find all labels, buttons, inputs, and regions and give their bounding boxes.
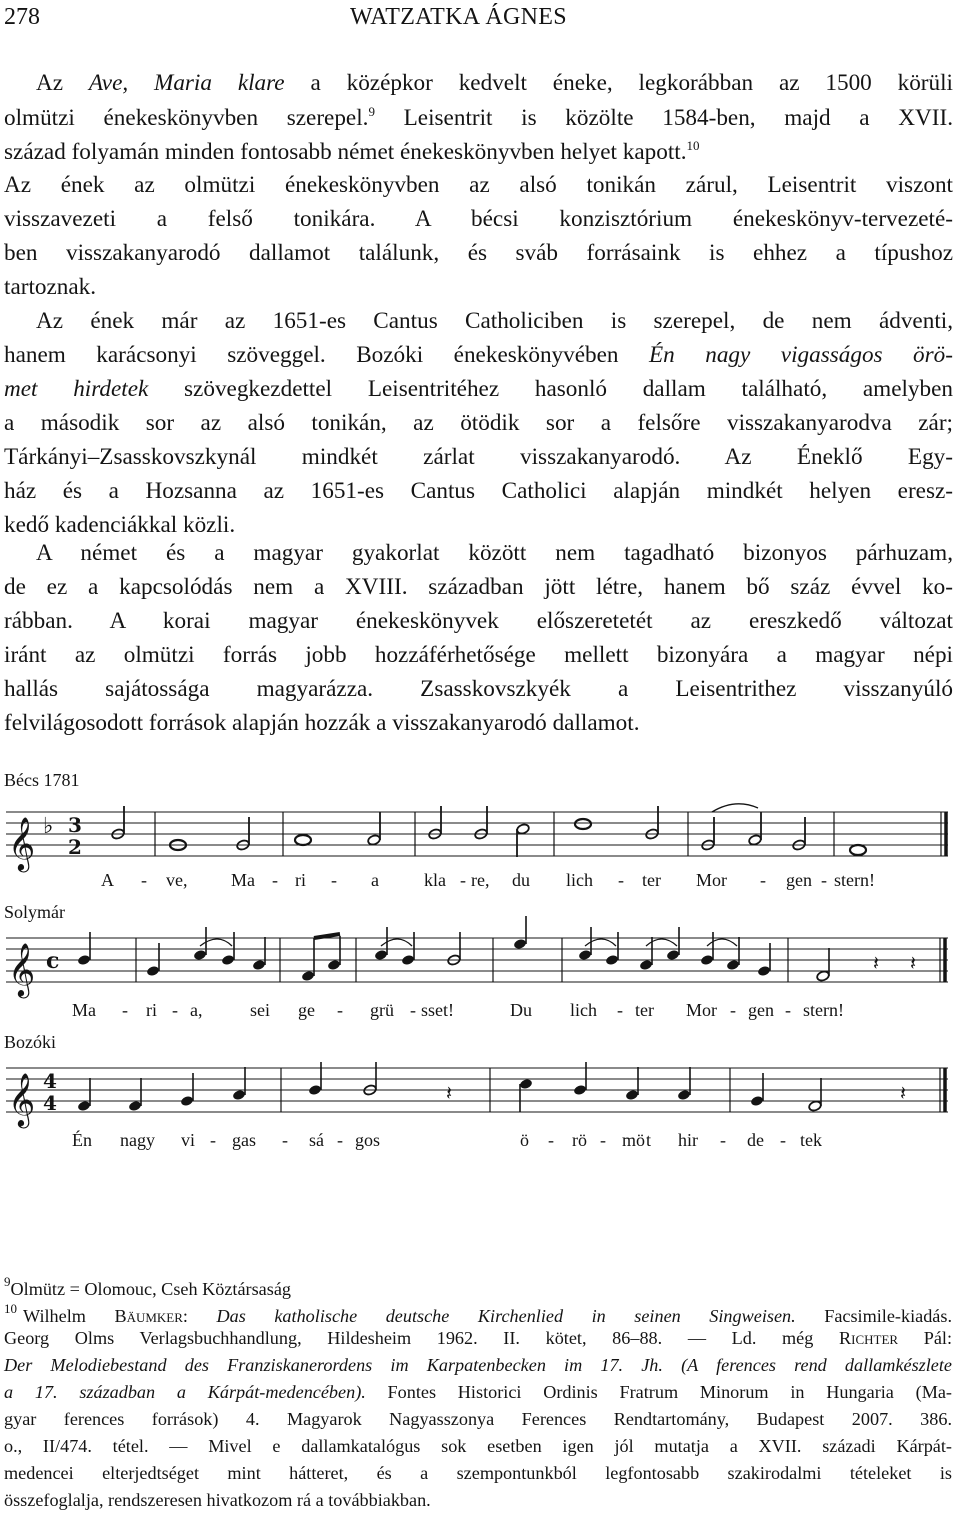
lyric-syllable: - — [720, 1130, 726, 1150]
lyric-syllable: ter — [642, 870, 661, 890]
lyric-syllable: tek — [800, 1130, 822, 1150]
lyric-syllable: sei — [250, 1000, 270, 1020]
lyric-syllable: vi — [181, 1130, 196, 1150]
footnote-line: összefoglalja, rendszeresen hivatkozom rá a továbbiakban. — [4, 1490, 431, 1510]
text-line: rábban. A korai magyar énekeskönyvek előszeretetét az ereszkedő változat — [4, 608, 953, 634]
text-line: tartoznak. — [4, 274, 97, 300]
text-line: Tárkányi–Zsasskovszkynál mindkét zárlat visszakanyarodó. Az Éneklő Egy- — [4, 444, 953, 470]
lyric-syllable: - — [272, 870, 278, 890]
treble-clef-icon: 𝄞 — [8, 942, 36, 996]
flat-icon: ♭ — [43, 814, 54, 839]
lyric-syllable: re, — [471, 870, 490, 890]
lyric-syllable: - — [337, 1130, 343, 1150]
lyric-syllable: - — [122, 1000, 128, 1020]
text-line: Az ének már az 1651-es Cantus Catholiciben is szerepel, de nem ádventi, — [36, 308, 953, 334]
lyric-syllable: gen — [786, 870, 812, 890]
text-line: iránt az olmützi forrás jobb hozzáférhetősége mellett bizonyára a magyar népi — [4, 642, 953, 668]
time-signature-bottom: 4 — [43, 1091, 57, 1115]
treble-clef-icon: 𝄞 — [8, 1072, 36, 1126]
lyric-syllable: Mor — [696, 870, 727, 890]
lyric-syllable: gas — [232, 1130, 256, 1150]
text-line: visszavezeti a felső tonikára. A bécsi konzisztórium énekeskönyv-tervezeté- — [4, 206, 953, 232]
text-line: felvilágosodott források alapján hozzák a visszakanyarodó dallamot. — [4, 710, 640, 736]
text-line: Az ének az olmützi énekeskönyvben az alsó tonikán zárul, Leisentrit viszont — [4, 172, 953, 198]
text-line: hallás sajátossága magyarázza. Zsasskovszkyék a Leisentrithez visszanyúló — [4, 676, 953, 702]
quarter-rest-icon: 𝄽 — [910, 951, 917, 975]
text-line: de ez a kapcsolódás nem a XVIII. században jött létre, hanem bő száz évvel ko- — [4, 574, 953, 600]
lyric-syllable: - — [617, 1000, 623, 1020]
footnote-line: gyar ferences források) 4. Magyarok Nagyasszonya Ferences Rendtartomány, Budapest 2007. 386. — [4, 1409, 952, 1429]
footnote-line: a 17. században a Kárpát-medencében). Fontes Historici Ordinis Fratrum Minorum in Hungaria (Ma- — [4, 1382, 952, 1402]
lyric-syllable: sset! — [421, 1000, 454, 1020]
lyric-syllable: - — [760, 870, 766, 890]
lyric-syllable: - — [210, 1130, 216, 1150]
footnote-line: medencei elterjedtséget mint hátteret, és a szempontunkból legfontosabb szakirodalmi tételeket is — [4, 1463, 952, 1483]
lyric-syllable: - — [785, 1000, 791, 1020]
lyric-syllable: stern! — [803, 1000, 844, 1020]
text-line: század folyamán minden fontosabb német énekeskönyvben helyet kapott.$^{10}$ — [4, 138, 700, 165]
treble-clef-icon: 𝄞 — [8, 816, 36, 870]
lyric-syllable: ri — [146, 1000, 157, 1020]
common-time-icon: c — [46, 948, 60, 974]
lyric-syllable: Mor — [686, 1000, 717, 1020]
text-line: a második sor az alsó tonikán, az ötödik sor a felsőre visszakanyarodva zár; — [4, 410, 953, 436]
lyric-syllable: a, — [190, 1000, 203, 1020]
quarter-rest-icon: 𝄽 — [900, 1081, 907, 1105]
footnote-9: $^9$Olmütz = Olomouc, Cseh Köztársaság — [4, 1274, 291, 1299]
text-line: ház és a Hozsanna az 1651-es Cantus Catholici alapján mindkét helyen eresz- — [4, 478, 953, 504]
quarter-rest-icon: 𝄽 — [873, 951, 880, 975]
lyric-syllable: Du — [510, 1000, 532, 1020]
music-example-label: Solymár — [4, 902, 65, 922]
lyric-syllable: grü — [370, 1000, 394, 1020]
lyric-syllable: - — [460, 870, 466, 890]
footnote-10: $^{10}$ Wilhelm Bäumker: Das katholische deutsche Kirchenlied in seinen Singweisen. Facsimile-kiadás. — [4, 1301, 952, 1326]
lyric-syllable: Én — [72, 1130, 92, 1150]
quarter-rest-icon: 𝄽 — [446, 1081, 453, 1105]
lyric-syllable: mö — [622, 1130, 646, 1150]
text-line: ben visszakanyarodó dallamot találunk, és sváb forrásaink is ehhez a típushoz — [4, 240, 953, 266]
lyric-syllable: ri — [295, 870, 306, 890]
lyric-syllable: gen — [748, 1000, 774, 1020]
text-line: hanem karácsonyi szöveggel. Bozóki énekeskönyvében Én nagy vigasságos örö- — [4, 342, 953, 368]
music-example-label: Bozóki — [4, 1032, 56, 1052]
lyric-syllable: - — [337, 1000, 343, 1020]
time-signature-bottom: 2 — [68, 835, 82, 859]
time-signature-top: 4 — [43, 1069, 57, 1093]
footnote-line: Der Melodiebestand des Franziskanerordens im Karpatenbecken im 17. Jh. (A ferences rend dallamkészlete — [4, 1355, 952, 1375]
text-line: kedő kadenciákkal közli. — [4, 512, 236, 538]
lyric-syllable: Ma — [231, 870, 255, 890]
footnote-ref-10: 10 — [686, 138, 700, 153]
lyric-syllable: ge — [298, 1000, 315, 1020]
lyric-syllable: hir — [678, 1130, 698, 1150]
footnote-line: o., II/474. tétel. — Mivel e dallamkatalógus sok esetben igen jól mutatja a XVII. századi Kárpát- — [4, 1436, 952, 1456]
lyric-syllable: lich — [570, 1000, 597, 1020]
lyric-syllable: ve, — [166, 870, 188, 890]
lyric-syllable: Ma — [72, 1000, 96, 1020]
lyric-syllable: ter — [635, 1000, 654, 1020]
lyric-syllable: gos — [355, 1130, 381, 1150]
text-line: A német és a magyar gyakorlat között nem tagadható bizonyos párhuzam, — [36, 540, 953, 566]
lyric-syllable: - — [282, 1130, 288, 1150]
lyric-syllable: - — [600, 1130, 606, 1150]
lyric-syllable: lich — [566, 870, 593, 890]
lyric-syllable: A — [101, 870, 114, 890]
lyric-syllable: - — [331, 870, 337, 890]
time-signature-top: 3 — [68, 813, 82, 837]
lyric-syllable: du — [512, 870, 530, 890]
lyric-syllable: sá — [309, 1130, 324, 1150]
lyric-syllable: - — [410, 1000, 416, 1020]
footnote-ref-9: 9 — [368, 104, 375, 119]
lyric-syllable: ö — [520, 1130, 529, 1150]
lyric-syllable: nagy — [120, 1130, 155, 1150]
music-example-label: Bécs 1781 — [4, 770, 80, 790]
page-number: 278 — [4, 4, 40, 30]
lyric-syllable: - — [172, 1000, 178, 1020]
text-line: Az Ave, Maria klare a középkor kedvelt éneke, legkorábban az 1500 körüli — [36, 70, 954, 96]
lyric-syllable: - — [618, 870, 624, 890]
text-line: olmützi énekeskönyvben szerepel.$^9$ Leisentrit is közölte 1584-ben, majd a XVII. — [4, 104, 953, 131]
lyric-syllable: rö — [572, 1130, 587, 1150]
lyric-syllable: de — [747, 1130, 764, 1150]
text-line: met hirdetek szövegkezdettel Leisentritéhez hasonló dallam található, amelyben — [4, 376, 953, 402]
lyric-syllable: t — [646, 1130, 652, 1150]
lyric-syllable: a — [371, 870, 379, 890]
lyric-syllable: - — [141, 870, 147, 890]
footnote-line: Georg Olms Verlagsbuchhandlung, Hildesheim 1962. II. kötet, 86–88. — Ld. még Richter Pál: — [4, 1328, 952, 1348]
lyric-syllable: - — [730, 1000, 736, 1020]
lyric-syllable: stern! — [834, 870, 875, 890]
lyric-syllable: - — [548, 1130, 554, 1150]
lyric-syllable: - — [821, 870, 827, 890]
lyric-syllable: - — [780, 1130, 786, 1150]
running-head-author: WATZATKA ÁGNES — [350, 4, 567, 30]
lyric-syllable: kla — [424, 870, 446, 890]
running-head — [4, 4, 944, 38]
